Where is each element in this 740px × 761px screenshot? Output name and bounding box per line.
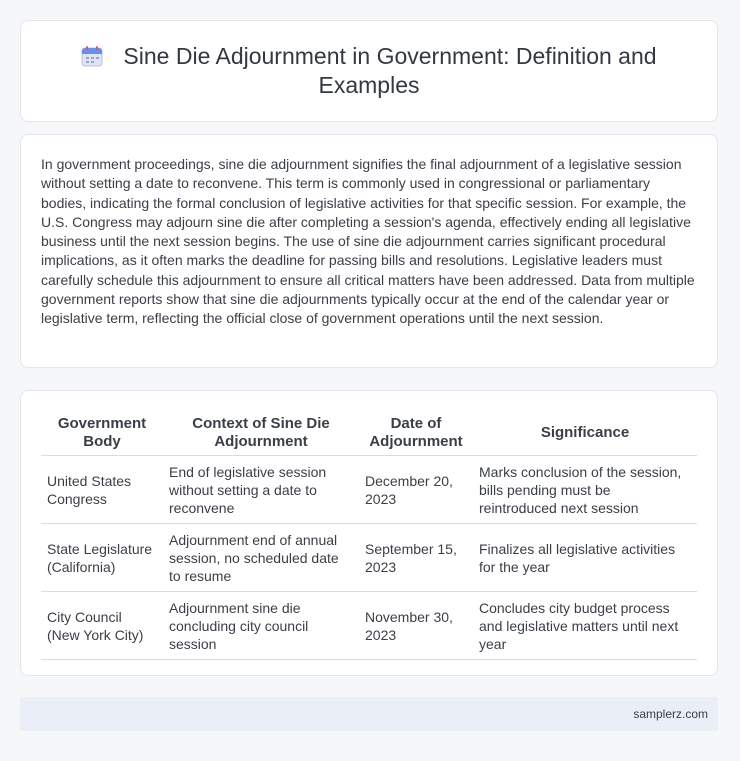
table-cell: City Council (New York City) <box>41 592 163 660</box>
table-cell: State Legislature (California) <box>41 524 163 592</box>
column-header: Date of Adjournment <box>359 411 473 456</box>
table-cell: November 30, 2023 <box>359 592 473 660</box>
table-row <box>41 524 697 592</box>
column-header: Context of Sine Die Adjournment <box>163 411 359 456</box>
column-header: Government Body <box>41 411 163 456</box>
table-cell: End of legislative session without setting a date to reconvene <box>163 456 359 524</box>
table-row <box>41 456 697 524</box>
title-card <box>20 20 718 122</box>
calendar-icon <box>81 45 103 67</box>
table-header-row <box>41 411 697 456</box>
table-cell: United States Congress <box>41 456 163 524</box>
table-cell: Adjournment end of annual session, no scheduled date to resume <box>163 524 359 592</box>
page-title: Sine Die Adjournment in Government: Definition and Examples <box>123 43 657 98</box>
table-cell: Adjournment sine die concluding city council session <box>163 592 359 660</box>
table-row <box>41 592 697 660</box>
intro-paragraph: In government proceedings, sine die adjournment signifies the final adjournment of a legislative session without setting a date to reconvene. This term is commonly used in congressional or parliamentary bodies, indicating the formal conclusion of legislative activities for that specific session. For example, the U.S. Congress may adjourn sine die after completing a session's agenda, effectively ending all legislative business until the next session begins. The use of sine die adjournment carries significant procedural implications, as it often marks the deadline for passing bills and resolutions. Legislative leaders must carefully schedule this adjournment to ensure all critical matters have been addressed. Data from multiple government reports show that sine die adjournments typically occur at the end of the calendar year or legislative term, reflecting the official close of government operations until the next session. <box>41 156 695 327</box>
table-card <box>20 390 718 676</box>
footer <box>20 697 718 731</box>
intro-card <box>20 134 718 368</box>
table-cell: December 20, 2023 <box>359 456 473 524</box>
table-cell: September 15, 2023 <box>359 524 473 592</box>
adjournment-table <box>41 411 697 660</box>
page-title-wrap <box>59 42 679 100</box>
footer-site-link[interactable]: samplerz.com <box>633 707 708 721</box>
table-cell: Marks conclusion of the session, bills pending must be reintroduced next session <box>473 456 697 524</box>
column-header: Significance <box>473 411 697 456</box>
table-cell: Concludes city budget process and legislative matters until next year <box>473 592 697 660</box>
table-cell: Finalizes all legislative activities for the year <box>473 524 697 592</box>
